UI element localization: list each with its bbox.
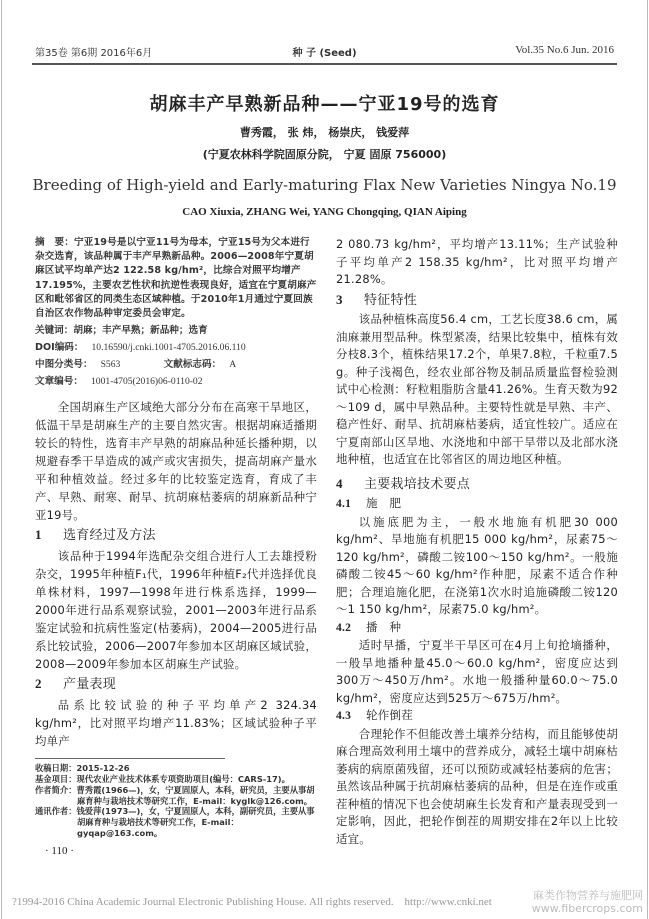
abstract (35, 236, 317, 321)
footnote-rule (35, 758, 225, 759)
subsection-4-2-heading (336, 619, 618, 638)
watermark (532, 889, 643, 915)
section-title: 产量表现 (63, 677, 117, 693)
footnote-corresponding: 通讯作者：钱爱萍(1973—)，女，宁夏固原人，本科，副研究员，主要从事胡麻育种与栽培技术等研究工作，E-mail：gyqap@163.com。 (35, 806, 315, 838)
english-authors: CAO Xiuxia, ZHANG Wei, YANG Chongqing, QIAN Aiping (182, 206, 467, 218)
section-number: 3 (336, 291, 343, 307)
copyright-footer: ?1994-2016 China Academic Journal Electronic Publishing House. All rights reserved. http://www.cnki.net (12, 896, 492, 908)
section-3-text: 该品种植株高度56.4 cm，工艺长度38.6 cm，属油麻兼用型品种。株型紧凑，结果比较集中，植株有效分枝8.3个，植株结果17.2个，单果7.8粒，千粒重7.5 g。种子浅褐色，经农业部谷物及制品质量监督检验测试中心检测：籽粒粗脂肪含量41.26%。生育天数为92～109 d，属中早熟品种。主要特性就是早熟、丰产、稳产性好、耐旱、抗胡麻枯萎病，适宜性较广。适应在宁夏南部山区旱地、水浇地和中部干旱带以及北部水浇地种植，也适宜在比邻省区的周边地区种植。 (336, 312, 618, 466)
section-2-text: 品系比较试验的种子平均单产2 324.34 kg/hm²，比对照平均增产11.83%；区域试验种子平均单产 (35, 698, 317, 749)
subsection-4-2-text: 适时早播，宁夏半干旱区可在4月上旬抢墒播种，一般旱地播种量45.0～60.0 kg/hm²，密度应达到300万～450万/hm²。水地一般播种量60.0～75.0 kg/hm²，密度应达到525万～675万/hm²。 (336, 638, 618, 705)
section-title: 特征特性 (364, 292, 418, 308)
header-rule (32, 63, 617, 65)
article-no-label: 文章编号： (35, 376, 83, 388)
abstract-text: 摘 要：宁亚19号是以宁亚11号为母本，宁亚15号为父本进行杂交选育，该品种属于丰产早熟新品种。2006—2008年宁夏胡麻区试平均单产达2 122.58 kg/hm²，比综合对照平均增产17.195%，主要农艺性状和抗逆性表现良好，适宜在宁夏胡麻产区和毗邻省区的同类生态区域种植。于2010年1月通过宁夏回族自治区农作物品种审定委员会审定。 (35, 237, 317, 320)
section-title: 选育经过及方法 (63, 528, 156, 544)
section-number: 2 (35, 676, 42, 692)
subsection-4-1-text: 以施底肥为主，一般水地施有机肥30 000 kg/hm²、旱地施有机肥15 000 kg/hm²，尿素75～120 kg/hm²，磷酸二铵100～150 kg/hm²。一般施磷酸二铵45～60 kg/hm²作种肥，尿素不适合作种肥；合理追施化肥，在浇第1次水时追施磷酸二铵120～1 150 kg/hm²，尿素75.0 kg/hm²。 (336, 514, 618, 616)
doc-code-label: 文献标志码： (163, 359, 222, 371)
page-number: · 110 · (45, 844, 74, 857)
keywords-value: 胡麻；丰产早熟；新品种；选育 (73, 325, 208, 337)
subsection-4-1-heading (336, 495, 618, 514)
section-number: 1 (35, 527, 42, 543)
intro-paragraph: 全国胡麻生产区域绝大部分分布在高寒干旱地区，低温干旱是胡麻生产的主要自然灾害。根据胡麻适播期较长的特性，选育丰产早熟的胡麻品种延长播种期，以规避春季干旱造成的减产或灾害损失，提高胡麻产量水平和种植效益。经过多年的比较鉴定选育，育成了丰产、早熟、耐寒、耐旱、抗胡麻枯萎病的胡麻新品种宁亚19号。 (35, 400, 317, 523)
subsection-4-3-heading (336, 707, 618, 726)
footnotes (35, 763, 317, 839)
footnote-author-bio: 作者简介：曹秀霞(1966—)，女，宁夏固原人，本科，研究员，主要从事胡麻育种与栽培技术等研究工作，E-mail：kyglk@126.com。 (35, 784, 315, 806)
subsection-title: 施 肥 (366, 496, 402, 510)
section-3-heading (336, 291, 618, 310)
header-journal: 种 子 (Seed) (292, 48, 357, 59)
subsection-number: 4.1 (336, 498, 352, 510)
subsection-number: 4.2 (336, 621, 352, 634)
watermark-url: www.fibercrops.com (531, 902, 643, 915)
subsection-4-3-text: 合理轮作不但能改善土壤养分结构，而且能够使胡麻合理高效利用土壤中的营养成分，减轻土壤中胡麻枯萎病的病原菌残留，还可以预防或减轻枯萎病的危害；虽然该品种属于抗胡麻枯萎病的品种，但是在连作或重茬种植的情况下也会使胡麻生长发育和产量表现受到一定影响，因此，把轮作倒茬的周期安排在2年以上比较适宜。 (336, 726, 618, 846)
authors: 曹秀霞， 张 炜， 杨崇庆， 钱爱萍 (239, 126, 410, 139)
english-title: Breeding of High-yield and Early-maturing Flax New Varieties Ningya No.19 (32, 176, 617, 194)
section-4-heading (336, 475, 618, 494)
footnote-received: 收稿日期：2015-12-26 (35, 763, 130, 774)
doc-code-value: A (229, 359, 237, 371)
subsection-number: 4.3 (336, 710, 352, 722)
footnote-funding: 基金项目：现代农业产业技术体系专项资助项目(编号：CARS-17)。 (35, 774, 290, 785)
section-title: 主要栽培技术要点 (364, 476, 471, 492)
article-meta (35, 322, 317, 390)
doi-label: DOI编码： (35, 342, 84, 354)
section-number: 4 (336, 475, 343, 491)
section-1-text: 该品种于1994年选配杂交组合进行人工去雄授粉杂交，1995年种植F₁代，1996年种植F₂代并选择优良单株材料，1997—1998年进行株系选择，1999—2000年进行品系观察试验，2001—2003年进行品系鉴定试验和抗病性鉴定(枯萎病)，2004—2005进行品系比较试验，2006—2007年参加本区胡麻区域试验，2008—2009年参加本区胡麻生产试验。 (35, 549, 317, 672)
keywords-label: 关键词： (35, 325, 74, 337)
section-2-text-cont: 2 080.73 kg/hm²，平均增产13.11%；生产试验种子平均单产2 158.35 kg/hm²，比对照平均增产21.28%。 (336, 237, 618, 286)
article-title: 胡麻丰产早熟新品种——宁亚19号的选育 (149, 94, 500, 115)
header-volume: Vol.35 No.6 Jun. 2016 (515, 44, 614, 56)
left-column (35, 236, 317, 858)
section-2-heading (35, 675, 317, 694)
subsection-title: 轮作倒茬 (366, 708, 413, 722)
right-column (336, 236, 618, 848)
subsection-title: 播 种 (366, 619, 402, 634)
section-1-heading (35, 526, 317, 545)
doi-value: 10.16590/j.cnki.1001-4705.2016.06.110 (91, 342, 246, 354)
main-text-left (35, 398, 317, 750)
affiliation: (宁夏农林科学院固原分院， 宁夏 固原 756000) (202, 148, 447, 161)
article-no-value: 1001-4705(2016)06-0110-02 (90, 376, 203, 388)
watermark-text: 麻类作物营养与施肥网 (533, 889, 643, 902)
clc-label: 中图分类号： (35, 359, 93, 371)
header-issue: 第35卷 第6期 2016年6月 (35, 48, 153, 59)
clc-value: S563 (100, 359, 121, 371)
